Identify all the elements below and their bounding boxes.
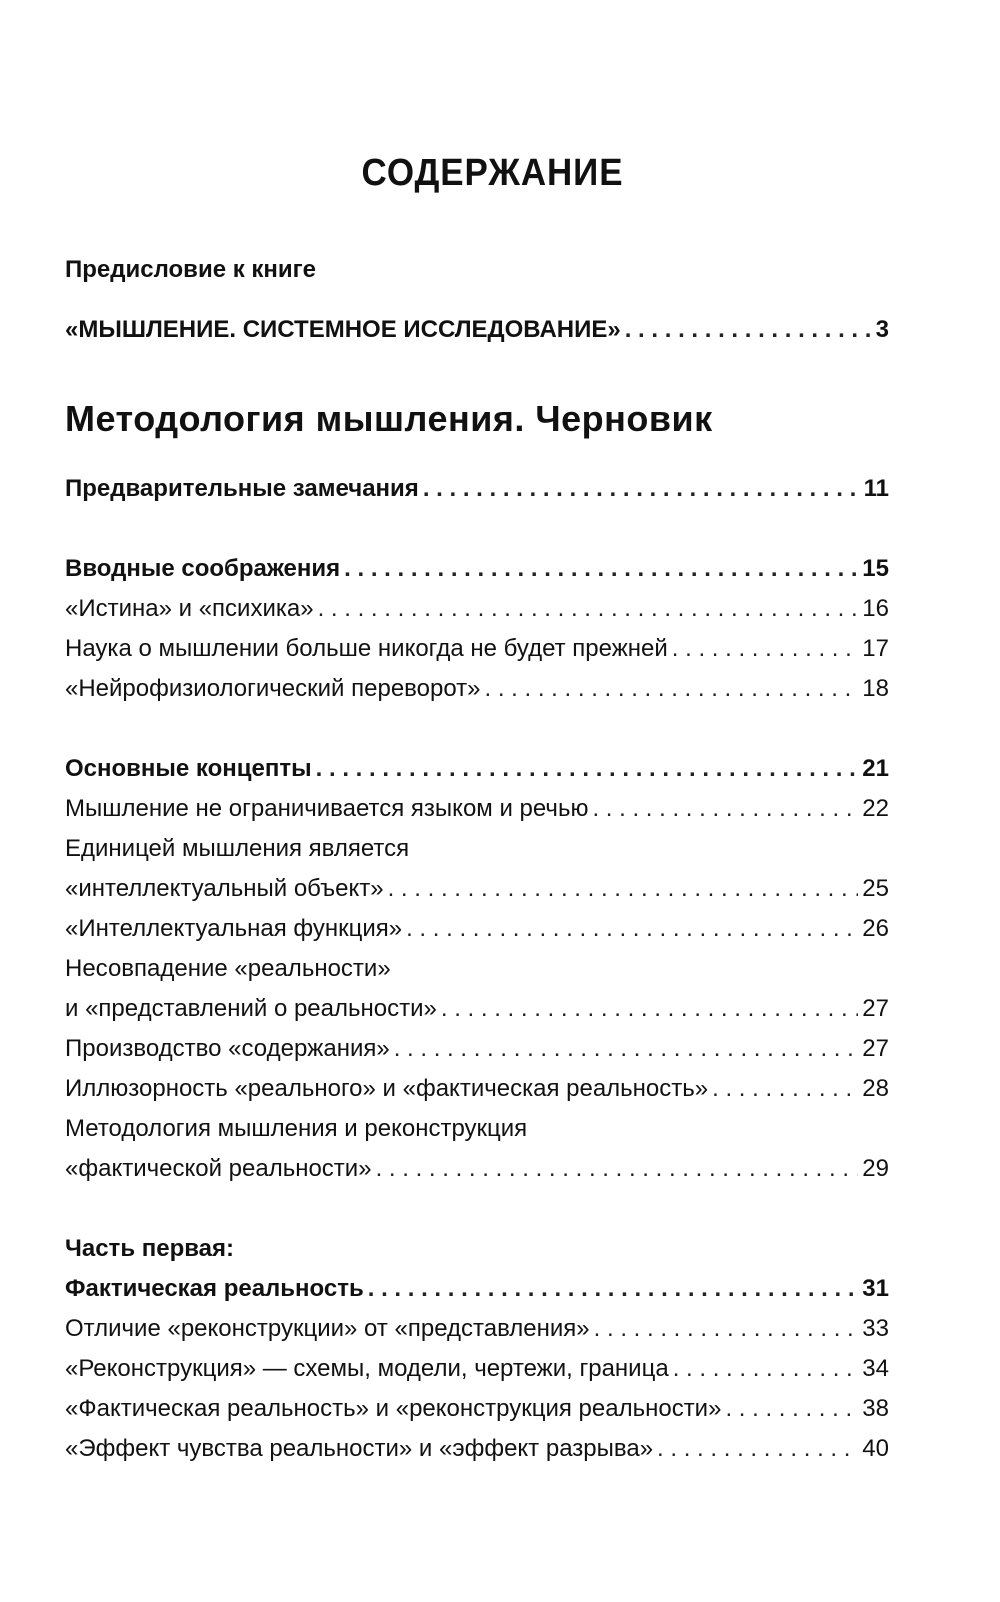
dot-leader — [388, 874, 859, 904]
toc-entry — [65, 1034, 889, 1064]
toc-page-number: 40 — [862, 1435, 889, 1462]
page-title: СОДЕРЖАНИЕ — [361, 152, 624, 194]
toc-page-number: 11 — [863, 475, 889, 502]
toc-page-number: 26 — [862, 915, 889, 942]
toc-entry — [65, 634, 889, 664]
toc-entry — [65, 1074, 889, 1104]
toc-entry — [65, 794, 889, 824]
section-heading: Методология мышления. Черновик — [65, 398, 713, 439]
dot-leader — [318, 594, 859, 624]
toc-entry-text: Наука о мышлении больше никогда не будет прежней — [65, 635, 668, 662]
toc-entry-text: Фактическая реальность — [65, 1275, 364, 1302]
toc-page-number: 34 — [862, 1355, 889, 1382]
dot-leader — [485, 674, 859, 704]
toc-entry-text: Методология мышления и реконструкция — [65, 1115, 528, 1142]
toc-entry-text: Иллюзорность «реального» и «фактическая реальность» — [65, 1075, 709, 1102]
toc-entry — [65, 754, 889, 784]
toc-entry-text: «Реконструкция» — схемы, модели, чертежи, граница — [65, 1355, 669, 1382]
toc-entry — [65, 594, 889, 624]
dot-leader — [344, 554, 858, 584]
toc-page-number: 31 — [862, 1275, 889, 1302]
preface-line-1: Предисловие к книге — [65, 256, 316, 283]
toc-entry-text: и «представлений о реальности» — [65, 995, 437, 1022]
toc-entry-text: «Истина» и «психика» — [65, 595, 314, 622]
toc-entry-text: «Нейрофизиологический переворот» — [65, 675, 481, 702]
toc-page-number: 3 — [875, 316, 889, 343]
toc-entry — [65, 1274, 889, 1304]
toc-entry — [65, 914, 889, 944]
toc-entry — [65, 1354, 889, 1384]
dot-leader — [712, 1074, 858, 1104]
dot-leader — [672, 634, 859, 664]
toc-entry-text: Основные концепты — [65, 755, 312, 782]
dot-leader — [725, 1394, 858, 1424]
toc-page-number: 29 — [862, 1155, 889, 1182]
toc-entry — [65, 994, 889, 1024]
toc-entry-text: «интеллектуальный объект» — [65, 875, 384, 902]
toc-entry-preface — [65, 315, 889, 345]
toc-entry-text: Вводные соображения — [65, 555, 341, 582]
toc-entry-text: Отличие «реконструкции» от «представления» — [65, 1315, 590, 1342]
toc-page-number: 38 — [862, 1395, 889, 1422]
toc-entry-text: «Эффект чувства реальности» и «эффект разрыва» — [65, 1435, 654, 1462]
toc-entry-text: Несовпадение «реальности» — [65, 955, 391, 982]
toc-page-number: 21 — [862, 755, 889, 782]
dot-leader — [376, 1154, 859, 1184]
toc-page-number: 17 — [862, 635, 889, 662]
dot-leader — [394, 1034, 859, 1064]
toc-entry — [65, 554, 889, 584]
dot-leader — [316, 754, 859, 784]
toc-entry-text: «МЫШЛЕНИЕ. СИСТЕМНОЕ ИССЛЕДОВАНИЕ» — [65, 316, 621, 343]
dot-leader — [368, 1274, 859, 1304]
dot-leader — [423, 474, 860, 504]
toc-entry-text: Единицей мышления является — [65, 835, 410, 862]
part-heading: Часть первая: — [65, 1235, 235, 1262]
toc-entry-text: «фактической реальности» — [65, 1155, 372, 1182]
toc-entry-text: Предварительные замечания — [65, 475, 419, 502]
dot-leader — [594, 1314, 859, 1344]
toc-page-number: 18 — [862, 675, 889, 702]
toc-entry-text: «Фактическая реальность» и «реконструкция реальности» — [65, 1395, 722, 1422]
toc-entry-text: Производство «содержания» — [65, 1035, 390, 1062]
dot-leader — [657, 1434, 858, 1464]
dot-leader — [673, 1354, 859, 1384]
toc-page-number: 15 — [862, 555, 889, 582]
toc-entry-text: Мышление не ограничивается языком и речью — [65, 795, 589, 822]
dot-leader — [441, 994, 858, 1024]
toc-page-number: 25 — [862, 875, 889, 902]
toc-page-number: 33 — [862, 1315, 889, 1342]
toc-page-number: 27 — [862, 995, 889, 1022]
toc-entry — [65, 874, 889, 904]
dot-leader — [592, 794, 858, 824]
dot-leader — [406, 914, 858, 944]
toc-page-number: 16 — [862, 595, 889, 622]
toc-entry — [65, 1394, 889, 1424]
toc-page-number: 28 — [862, 1075, 889, 1102]
toc-entry-text: «Интеллектуальная функция» — [65, 915, 403, 942]
toc-entry — [65, 1314, 889, 1344]
toc-entry — [65, 1154, 889, 1184]
toc-entry — [65, 1434, 889, 1464]
toc-page-number: 27 — [862, 1035, 889, 1062]
toc-page-number: 22 — [862, 795, 889, 822]
dot-leader — [625, 315, 872, 345]
toc-entry — [65, 474, 889, 504]
toc-entry — [65, 674, 889, 704]
